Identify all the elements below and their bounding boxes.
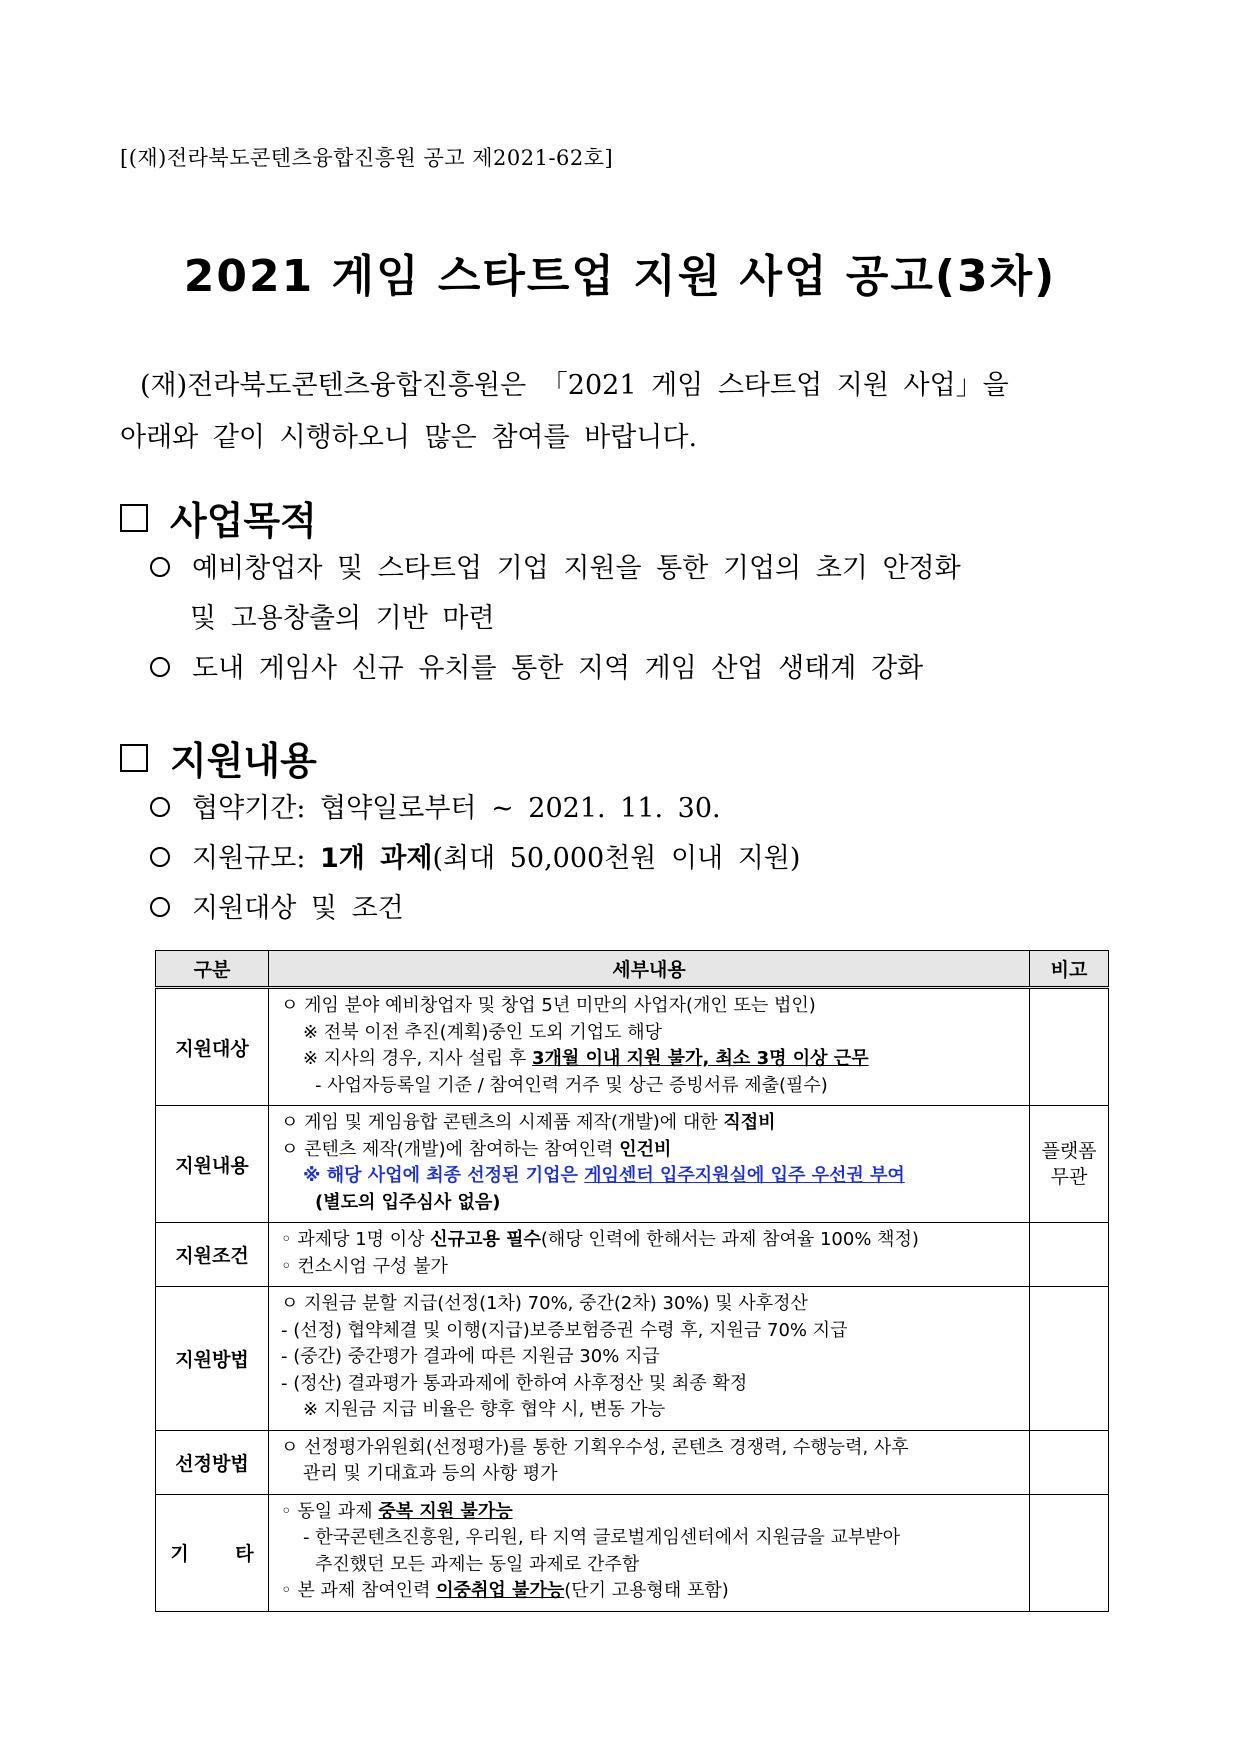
row-note bbox=[1030, 1223, 1109, 1287]
table-header: 세부내용 bbox=[269, 951, 1030, 988]
circle-bullet-icon bbox=[150, 897, 170, 917]
circle-bullet-icon bbox=[150, 847, 170, 867]
circle-bullet-icon bbox=[150, 657, 170, 677]
intro-line-1: (재)전라북도콘텐츠융합진흥원은 「2021 게임 스타트업 지원 사업」을 bbox=[140, 370, 1009, 401]
section-heading-purpose bbox=[120, 490, 317, 545]
row-category: 지원대상 bbox=[156, 988, 269, 1106]
table-row bbox=[156, 1287, 1109, 1431]
table-row bbox=[156, 1430, 1109, 1494]
circle-bullet-icon bbox=[150, 557, 170, 577]
row-details: ㅇ 게임 및 게임융합 콘텐츠의 시제품 제작(개발)에 대한 직접비 ㅇ 콘텐츠 제작(개발)에 참여하는 참여인력 인건비 ※ 해당 사업에 최종 선정된 기업은 게임센터 입주지원실에 입주 우선권 부여 (별도의 입주심사 없음) bbox=[269, 1106, 1030, 1223]
row-category: 지원방법 bbox=[156, 1287, 269, 1431]
table-row bbox=[156, 1223, 1109, 1287]
notice-number: [(재)전라북도콘텐츠융합진흥원 공고 제2021-62호] bbox=[120, 146, 614, 170]
row-note bbox=[1030, 988, 1109, 1106]
row-note bbox=[1030, 1430, 1109, 1494]
section-heading-support bbox=[120, 730, 317, 785]
table-row bbox=[156, 988, 1109, 1106]
row-note: 플랫폼 무관 bbox=[1030, 1106, 1109, 1223]
row-details: ㅇ 지원금 분할 지급(선정(1차) 70%, 중간(2차) 30%) 및 사후정산 - (선정) 협약체결 및 이행(지급)보증보험증권 수령 후, 지원금 70% 지급 - (중간) 중간평가 결과에 따른 지원금 30% 지급 - (정산) 결과평가 통과과제에 한하여 사후정산 및 최종 확정 ※ 지원금 지급 비율은 향후 협약 시, 변동 가능 bbox=[269, 1287, 1030, 1431]
support-conditions-table bbox=[155, 950, 1109, 1612]
section-title: 사업목적 bbox=[170, 499, 317, 543]
square-bullet-icon bbox=[120, 744, 148, 772]
row-note bbox=[1030, 1287, 1109, 1431]
row-details: ㅇ 선정평가위원회(선정평가)를 통한 기획우수성, 콘텐츠 경쟁력, 수행능력, 사후 관리 및 기대효과 등의 사항 평가 bbox=[269, 1430, 1030, 1494]
table-row bbox=[156, 1494, 1109, 1611]
square-bullet-icon bbox=[120, 504, 148, 532]
row-category: 지원조건 bbox=[156, 1223, 269, 1287]
row-details: ◦ 동일 과제 중복 지원 불가능 - 한국콘텐츠진흥원, 우리원, 타 지역 글로벌게임센터에서 지원금을 교부받아 추진했던 모든 과제는 동일 과제로 간주함 ◦ 본 과제 참여인력 이중취업 불가능(단기 고용형태 포함) bbox=[269, 1494, 1030, 1611]
row-category: 선정방법 bbox=[156, 1430, 269, 1494]
circle-bullet-icon bbox=[150, 797, 170, 817]
row-note bbox=[1030, 1494, 1109, 1611]
row-details: ㅇ 게임 분야 예비창업자 및 창업 5년 미만의 사업자(개인 또는 법인) ※ 전북 이전 추진(계획)중인 도외 기업도 해당 ※ 지사의 경우, 지사 설립 후 3개월 이내 지원 불가, 최소 3명 이상 근무 - 사업자등록일 기준 / 참여인력 거주 및 상근 증빙서류 제출(필수) bbox=[269, 988, 1030, 1106]
table-header: 비고 bbox=[1030, 951, 1109, 988]
row-category: 기 타 bbox=[156, 1494, 269, 1611]
page-title: 2021 게임 스타트업 지원 사업 공고(3차) bbox=[183, 251, 1057, 302]
purpose-item-1: 예비창업자 및 스타트업 기업 지원을 통한 기업의 초기 안정화 및 고용창출의 기반 마련 bbox=[150, 544, 1130, 644]
purpose-item-2: 도내 게임사 신규 유치를 통한 지역 게임 산업 생태계 강화 bbox=[150, 644, 1130, 694]
table-row bbox=[156, 1106, 1109, 1223]
support-target: 지원대상 및 조건 bbox=[150, 884, 1130, 934]
section-title: 지원내용 bbox=[170, 739, 317, 783]
row-details: ◦ 과제당 1명 이상 신규고용 필수(해당 인력에 한해서는 과제 참여율 100% 책정) ◦ 컨소시엄 구성 불가 bbox=[269, 1223, 1030, 1287]
row-category: 지원내용 bbox=[156, 1106, 269, 1223]
support-period: 협약기간: 협약일로부터 ~ 2021. 11. 30. bbox=[150, 784, 1130, 834]
table-header: 구분 bbox=[156, 951, 269, 988]
intro-paragraph bbox=[120, 360, 1125, 464]
intro-line-2: 아래와 같이 시행하오니 많은 참여를 바랍니다. bbox=[120, 422, 698, 453]
support-scale: 지원규모: 1개 과제(최대 50,000천원 이내 지원) bbox=[150, 834, 1130, 884]
